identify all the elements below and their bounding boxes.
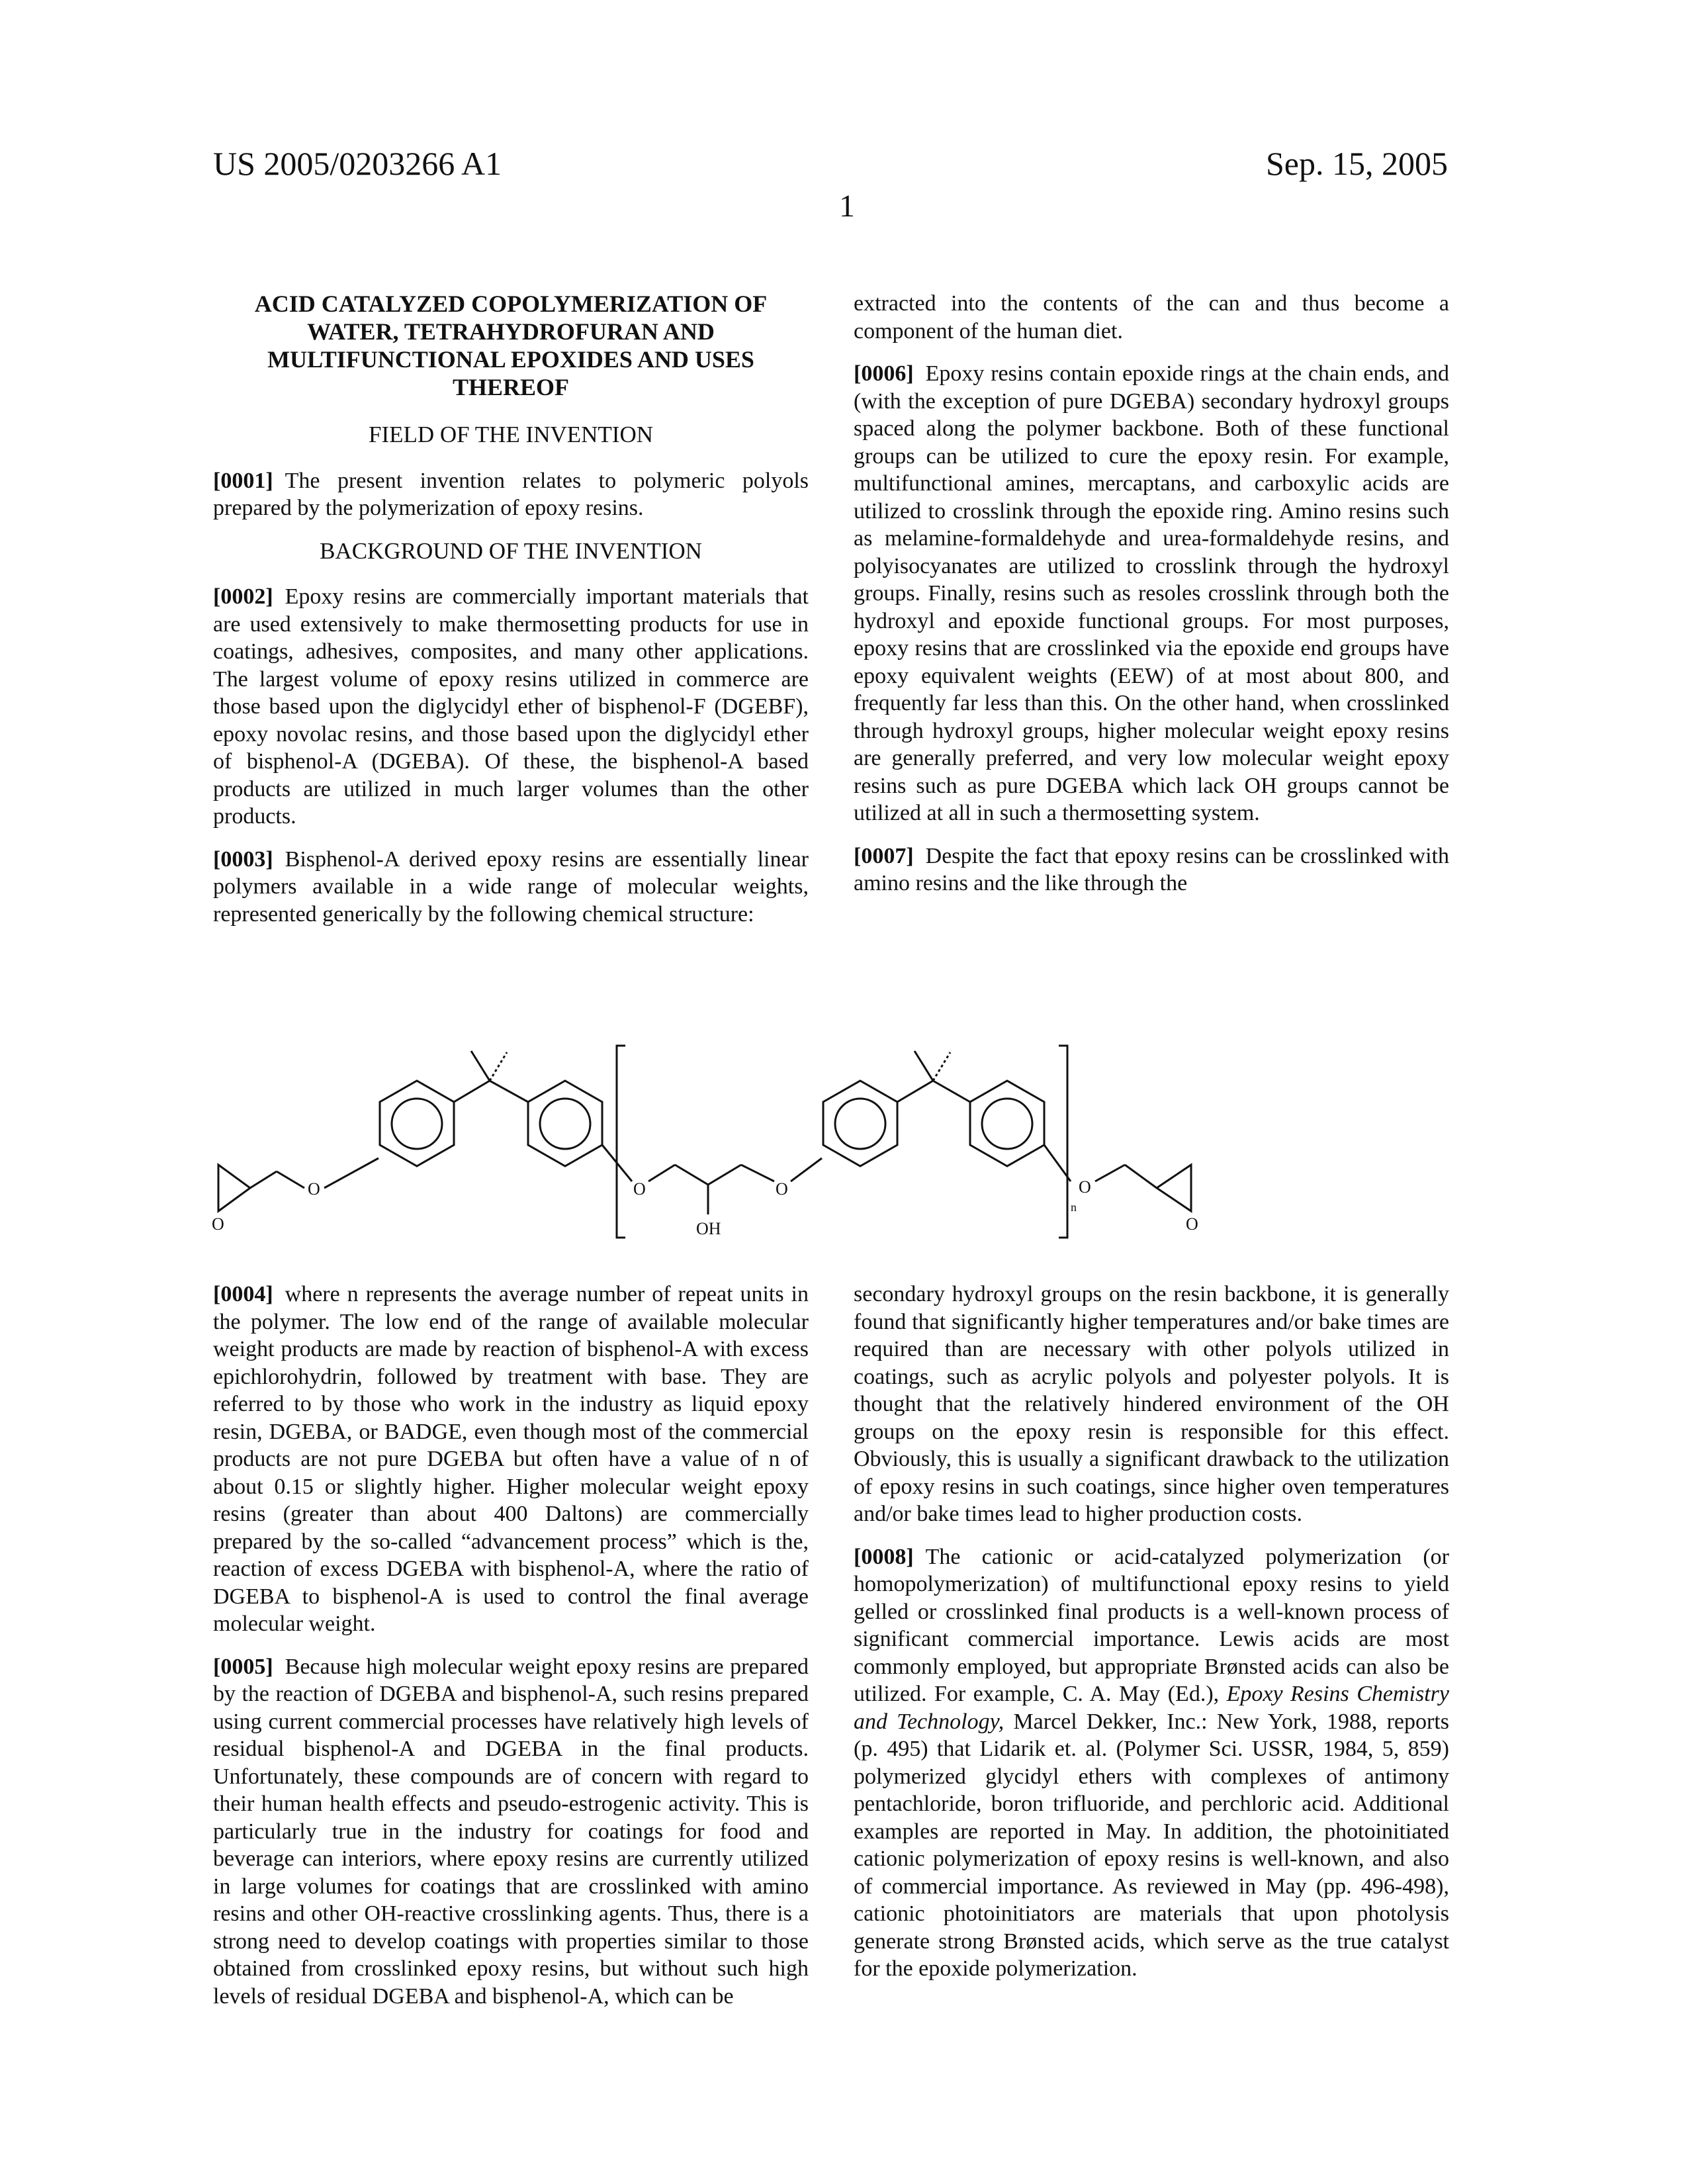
column-upper-left xyxy=(213,290,809,943)
paragraph-0002 xyxy=(213,583,809,831)
column-lower-left xyxy=(213,1281,809,2025)
paragraph-id: [0003] xyxy=(213,847,285,872)
paragraph-text: Marcel Dekker, Inc.: New York, 1988, reports (p. 495) that Lidarik et. al. (Polymer Sci. USSR, 1984, 5, 859) polymerized glycidyl ethers with complexes of antimony pentachloride, boron trifluoride, and perchloric acid. Additional examples are reported in May. In addition, the photoinitiated cationic polymerization of epoxy resins is well-known, and also of commercial importance. As reviewed in May (pp. 496-498), cationic photoinitiators are materials that upon photolysis generate strong Brønsted acids, which serve as the true catalyst for the epoxide polymerization. xyxy=(854,1709,1449,1981)
atom-label: O xyxy=(308,1179,320,1199)
paragraph-id: [0004] xyxy=(213,1282,285,1306)
paragraph-0003 xyxy=(213,846,809,929)
subscript-n: n xyxy=(1071,1201,1077,1214)
paragraph-text: The cationic or acid-catalyzed polymerization (or homopolymerization) of multifunctional epoxy resins to yield gelled or crosslinked final products is a well-known process of significant commercial importance. Lewis acids are most commonly employed, but appropriate Brønsted acids can also be utilized. For example, C. A. May (Ed.), xyxy=(854,1545,1449,1707)
atom-label: O xyxy=(1186,1214,1198,1234)
paragraph-text: Because high molecular weight epoxy resins are prepared by the reaction of DGEBA and bisphenol-A, such resins prepared using current commercial processes have relatively high levels of residual bisphenol-A and DGEBA in the final products. Unfortunately, these compounds are of concern with regard to their human health effects and pseudo-estrogenic activity. This is particularly true in the industry for coatings for food and beverage can interiors, where epoxy resins are currently utilized in large volumes for coatings that are crosslinked with amino resins and other OH-reactive crosslinking agents. Thus, there is a strong need to develop coatings with properties similar to those obtained from crosslinked epoxy resins, but without such high levels of residual DGEBA and bisphenol-A, which can be xyxy=(213,1655,809,2009)
document-title: ACID CATALYZED COPOLYMERIZATION OF WATER, TETRAHYDROFURAN AND MULTIFUNCTIONAL EPOXIDES AND USES THEREOF xyxy=(226,290,795,401)
atom-label: OH xyxy=(696,1219,721,1238)
paragraph-text: where n represents the average number of repeat units in the polymer. The low end of the range of available molecular weight products are made by reaction of bisphenol-A with excess epichlorohydrin, followed by treatment with base. They are referred to by those who work in the industry as liquid epoxy resin, DGEBA, or BADGE, even though most of the commercial products are not pure DGEBA but often have a value of n of about 0.15 or slightly higher. Higher molecular weight epoxy resins (greater than about 400 Daltons) are commercially prepared by the so-called “advancement process” which is the, reaction of excess DGEBA with bisphenol-A, where the ratio of DGEBA to bisphenol-A is used to control the final average molecular weight. xyxy=(213,1282,809,1636)
paragraph-0001 xyxy=(213,467,809,522)
atom-label: O xyxy=(633,1179,646,1199)
paragraph-0004 xyxy=(213,1281,809,1638)
paragraph-0005 xyxy=(213,1653,809,2011)
paragraph-0005-continued: extracted into the contents of the can and thus become a component of the human diet. xyxy=(854,290,1449,345)
column-lower-right xyxy=(854,1281,1449,1998)
paragraph-id: [0005] xyxy=(213,1655,285,1679)
paragraph-0006 xyxy=(854,360,1449,827)
paragraph-text: The present invention relates to polymeric polyols prepared by the polymerization of epoxy resins. xyxy=(213,469,809,521)
paragraph-id: [0001] xyxy=(213,469,285,493)
atom-label: O xyxy=(776,1179,788,1199)
paragraph-text: Epoxy resins contain epoxide rings at the chain ends, and (with the exception of pure DGEBA) secondary hydroxyl groups spaced along the polymer backbone. Both of these functional groups can be utilized to cure the epoxy resin. For example, multifunctional amines, mercaptans, and carboxylic acids are utilized to crosslink through the epoxide ring. Amino resins such as melamine-formaldehyde and urea-formaldehyde resins, and polyisocyanates are utilized to crosslink through the hydroxyl groups. Finally, resins such as resoles crosslink through both the hydroxyl and epoxide functional groups. For most purposes, epoxy resins that are crosslinked via the epoxide end groups have epoxy equivalent weights (EEW) of at most about 800, and frequently far less than this. On the other hand, when crosslinked through hydroxyl groups, higher molecular weight epoxy resins are generally preferred, and very low molecular weight epoxy resins such as pure DGEBA which lack OH groups cannot be utilized at all in such a thermosetting system. xyxy=(854,361,1449,825)
chemical-structure xyxy=(199,1019,1244,1244)
field-heading: FIELD OF THE INVENTION xyxy=(213,421,809,449)
paragraph-id: [0007] xyxy=(854,844,926,868)
paragraph-id: [0002] xyxy=(213,584,285,609)
atom-label: O xyxy=(1079,1177,1091,1197)
page-number: 1 xyxy=(0,188,1694,224)
column-upper-right xyxy=(854,290,1449,913)
atom-label: O xyxy=(212,1214,224,1234)
paragraph-0008 xyxy=(854,1543,1449,1983)
paragraph-0007-continued: secondary hydroxyl groups on the resin backbone, it is generally found that significantly higher temperatures and/or bake times are required than are necessary with other polyols utilized in coatings, such as acrylic polyols and polyester polyols. It is thought that the relatively hindered environment of the OH groups on the epoxy resin is responsible for this effect. Obviously, this is usually a significant drawback to the utilization of epoxy resins in such coatings, since higher oven temperatures and/or bake times lead to higher production costs. xyxy=(854,1281,1449,1528)
publication-date: Sep. 15, 2005 xyxy=(1266,144,1448,183)
paragraph-text: Bisphenol-A derived epoxy resins are essentially linear polymers available in a wide range of molecular weights, represented generically by the following chemical structure: xyxy=(213,847,809,927)
patent-number: US 2005/0203266 A1 xyxy=(213,144,502,183)
paragraph-text: Despite the fact that epoxy resins can be crosslinked with amino resins and the like through the xyxy=(854,844,1449,896)
paragraph-id: [0008] xyxy=(854,1545,926,1569)
book-title: Epoxy Resins Chemistry and Technology, xyxy=(854,1682,1449,1734)
paragraph-text: Epoxy resins are commercially important materials that are used extensively to make thermosetting products for use in coatings, adhesives, composites, and many other applications. The largest volume of epoxy resins utilized in commerce are those based upon the diglycidyl ether of bisphenol-F (DGEBF), epoxy novolac resins, and those based upon the diglycidyl ether of bisphenol-A (DGEBA). Of these, the bisphenol-A based products are utilized in much larger volumes than the other products. xyxy=(213,584,809,829)
paragraph-id: [0006] xyxy=(854,361,926,386)
background-heading: BACKGROUND OF THE INVENTION xyxy=(213,537,809,565)
paragraph-0007 xyxy=(854,842,1449,897)
